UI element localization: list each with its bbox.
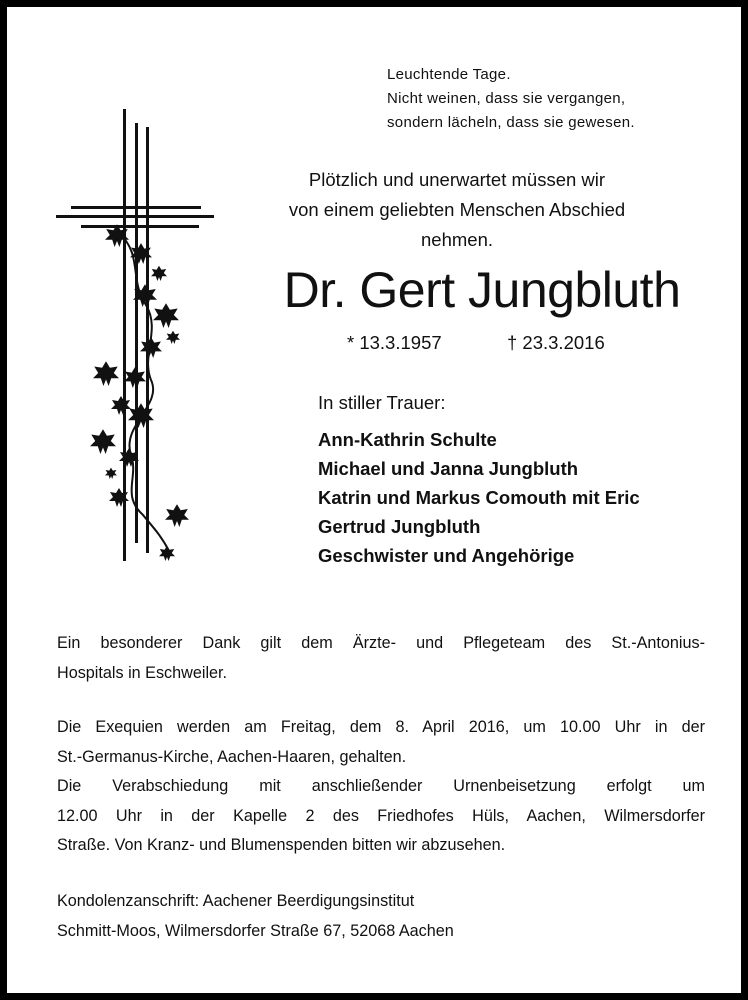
mourner-name: Ann-Kathrin Schulte (318, 429, 497, 450)
service-line: Die Exequien werden am Freitag, dem 8. April 2016, um 10.00 Uhr in der (57, 718, 705, 736)
death-date: † 23.3.2016 (507, 332, 605, 353)
mourner-name: Michael und Janna Jungbluth (318, 458, 579, 479)
thanks-line: Ein besonderer Dank gilt dem Ärzte- und Pflegeteam des St.-Antonius- (57, 634, 705, 652)
service-line: Straße. Von Kranz- und Blumenspenden bitten wir abzusehen. (57, 836, 506, 854)
mourner-name: Gertrud Jungbluth (318, 516, 481, 537)
intro-text (237, 165, 677, 255)
condolence-address (57, 887, 705, 946)
mourner-name: Geschwister und Angehörige (318, 545, 575, 566)
service-paragraph (57, 713, 705, 861)
service-line: St.-Germanus-Kirche, Aachen-Haaren, gehalten. (57, 747, 407, 766)
birth-date: * 13.3.1957 (347, 332, 442, 353)
intro-line: Plötzlich und unerwartet müssen wir (308, 169, 606, 190)
condolence-line: Kondolenzanschrift: Aachener Beerdigungsinstitut (57, 892, 415, 910)
motto-quote (387, 63, 635, 135)
service-line: 12.00 Uhr in der Kapelle 2 des Friedhofes Hüls, Aachen, Wilmersdorfer (57, 806, 705, 825)
mourner-name: Katrin und Markus Comouth mit Eric (318, 487, 640, 508)
deceased-name: Dr. Gert Jungbluth (283, 262, 681, 318)
thanks-line: Hospitals in Eschweiler. (57, 663, 228, 682)
mourners-list (318, 425, 640, 570)
intro-line: von einem geliebten Menschen Abschied (288, 199, 626, 220)
intro-line: nehmen. (421, 229, 493, 250)
cross-with-ivy-icon (51, 105, 221, 570)
motto-line: Leuchtende Tage. (387, 66, 511, 83)
motto-line: sondern lächeln, dass sie gewesen. (387, 114, 635, 131)
motto-line: Nicht weinen, dass sie vergangen, (387, 90, 626, 107)
service-line: Die Verabschiedung mit anschließender Urnenbeisetzung erfolgt um (57, 777, 705, 795)
condolence-line: Schmitt-Moos, Wilmersdorfer Straße 67, 52068 Aachen (57, 921, 454, 940)
thanks-paragraph (57, 629, 705, 688)
mourning-label: In stiller Trauer: (318, 392, 446, 413)
